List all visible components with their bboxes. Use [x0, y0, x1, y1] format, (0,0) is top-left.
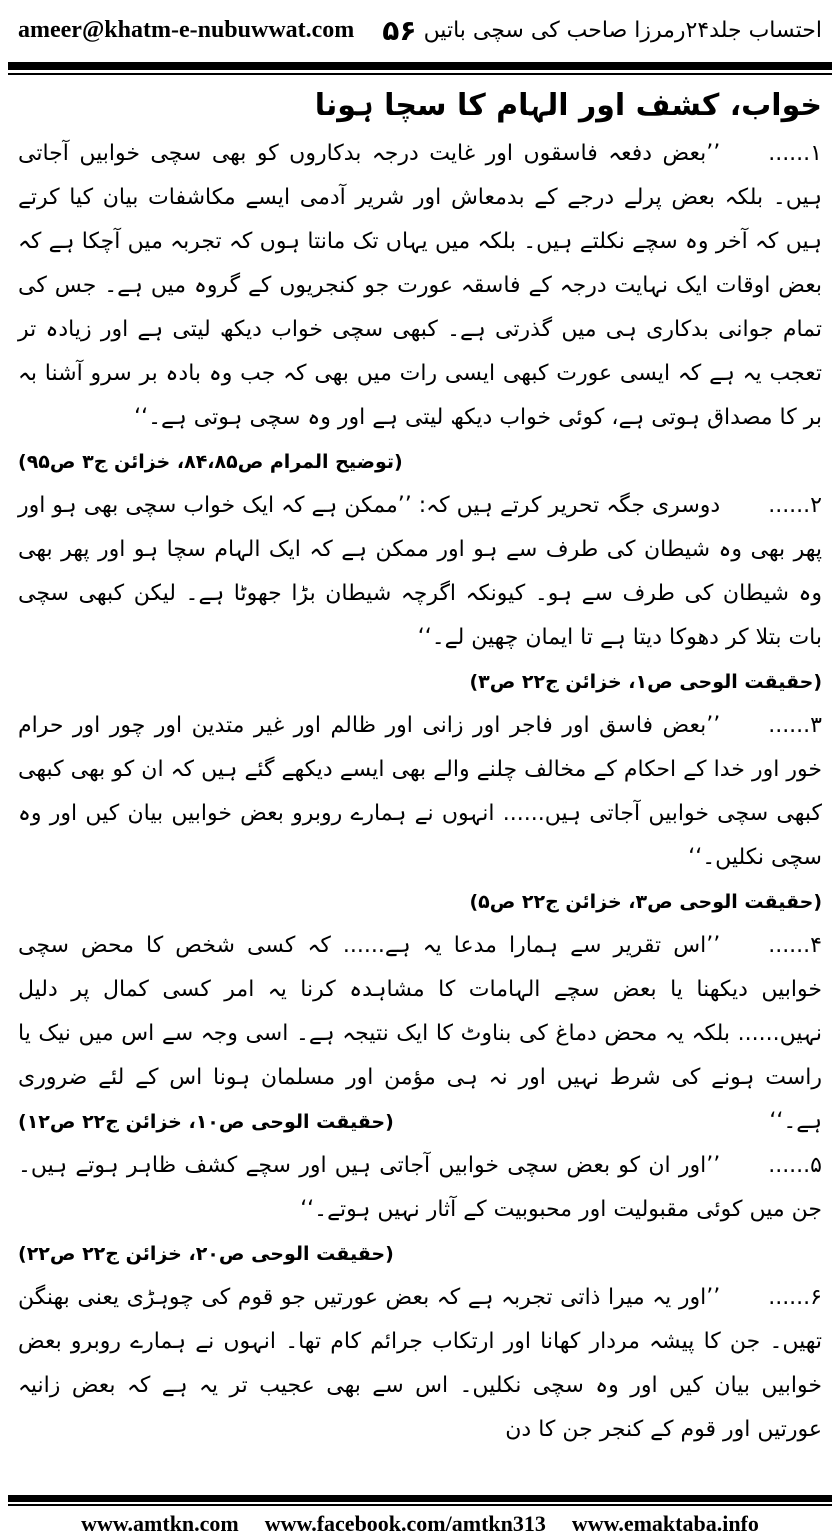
item-reference: (توضیح المرام ص۸۴،۸۵، خزائن ج۳ ص۹۵)	[18, 451, 403, 473]
item-number: ۱......	[768, 141, 822, 166]
quote-item-3	[18, 704, 822, 880]
item-number: ۶......	[768, 1285, 822, 1310]
item-text: دوسری جگہ تحریر کرتے ہیں کہ: ’’ممکن ہے کہ ایک خواب سچی بھی ہو اور پھر بھی وہ شیطان کی طرف سے ہو اور ممکن ہے کہ ایک الہام سچا ہو اور پھر بھی وہ شیطان کی طرف سے ہو۔ کیونکہ اگرچہ شیطان بڑا جھوٹا ہے۔ لیکن کبھی سچی بات بتلا کر دھوکا دیتا ہے تا ایمان چھین لے۔‘‘	[18, 493, 822, 650]
item-number: ۲......	[768, 493, 822, 518]
footer-link-amtkn[interactable]: www.amtkn.com	[81, 1511, 239, 1536]
quote-item-2	[18, 484, 822, 660]
quote-item-5	[18, 1144, 822, 1265]
item-number: ۴......	[768, 933, 822, 958]
item-reference: (حقیقت الوحی ص۲۰، خزائن ج۲۲ ص۲۲)	[18, 1243, 394, 1265]
page-number: ۵۶	[382, 13, 417, 47]
page-body	[18, 80, 822, 1452]
item-text: ’’اس تقریر سے ہمارا مدعا یہ ہے...... کہ کسی شخص کا محض سچی خوابیں دیکھنا یا بعض سچے الہامات کا مشاہدہ کرنا یہ امر کسی کمال پر دلیل نہیں...... بلکہ یہ محض دماغ کی بناوٹ کا ایک نتیجہ ہے۔ اسی وجہ سے اس میں نیک یا راست ہونے کی شرط نہیں اور نہ ہی مؤمن اور مسلمان ہونا اس کے لئے ضروری ہے۔‘‘	[18, 933, 822, 1134]
header-rule-thin	[8, 73, 832, 75]
footer-rule-thin	[8, 1504, 832, 1506]
item-reference: (حقیقت الوحی ص۱، خزائن ج۲۲ ص۳)	[469, 671, 822, 693]
footer-link-facebook[interactable]: www.facebook.com/amtkn313	[264, 1511, 546, 1536]
item-reference: (حقیقت الوحی ص۱۰، خزائن ج۲۲ ص۱۲)	[18, 1111, 394, 1133]
quote-item-6	[18, 1276, 822, 1452]
header-email: ameer@khatm-e-nubuwwat.com	[18, 16, 355, 43]
running-title: احتساب جلد۲۴رمرزا صاحب کی سچی باتیں	[423, 17, 822, 43]
header-rule-thick	[8, 62, 832, 70]
page-footer	[0, 1508, 840, 1540]
item-text: ’’بعض دفعہ فاسقوں اور غایت درجہ بدکاروں کو بھی سچی خوابیں آجاتی ہیں۔ بلکہ بعض پرلے درجے کے بدمعاش اور شریر آدمی ایسے مکاشفات بیان کیا کرتے ہیں کہ آخر وہ سچے نکلتے ہیں۔ بلکہ میں یہاں تک مانتا ہوں کہ تجربہ میں آچکا ہے کہ بعض اوقات ایک نہایت درجہ کے فاسقہ عورت جو کنجریوں کے گروہ میں ہے۔ جس کی تمام جوانی بدکاری ہی میں گذرتی ہے۔ کبھی سچی خواب دیکھ لیتی ہے اور زیادہ تر تعجب یہ ہے کہ ایسی عورت کبھی ایسی رات میں بھی کہ جب وہ بادہ بر سرو آشنا بہ بر کا مصداق ہوتی ہے، کوئی خواب دیکھ لیتی ہے اور وہ سچی ہوتی ہے۔‘‘	[18, 141, 822, 430]
item-number: ۳......	[768, 713, 822, 738]
item-text: ’’اور ان کو بعض سچی خوابیں آجاتی ہیں اور سچے کشف ظاہر ہوتے ہیں۔ جن میں کوئی مقبولیت اور محبوبیت کے آثار نہیں ہوتے۔‘‘	[18, 1153, 822, 1222]
quote-item-1	[18, 132, 822, 473]
page-header	[0, 0, 840, 60]
item-number: ۵......	[768, 1153, 822, 1178]
quote-item-4	[18, 924, 822, 1144]
section-title: خواب، کشف اور الہام کا سچا ہونا	[314, 88, 822, 123]
item-reference: (حقیقت الوحی ص۳، خزائن ج۲۲ ص۵)	[469, 891, 822, 913]
footer-rule-thick	[8, 1495, 832, 1502]
item-text: ’’بعض فاسق اور فاجر اور زانی اور ظالم اور غیر متدین اور چور اور حرام خور اور خدا کے احکام کے مخالف چلنے والے بھی ایسے دیکھے گئے ہیں کہ ان کو بھی کبھی کبھی سچی خوابیں آجاتی ہیں...... انہوں نے ہمارے روبرو بعض خوابیں بیان کیں اور وہ سچی نکلیں۔‘‘	[18, 713, 822, 870]
item-text: ’’اور یہ میرا ذاتی تجربہ ہے کہ بعض عورتیں جو قوم کی چوہڑی یعنی بھنگن تھیں۔ جن کا پیشہ مردار کھانا اور ارتکاب جرائم کام تھا۔ انہوں نے ہمارے روبرو بعض خوابیں بیان کیں اور وہ سچی نکلیں۔ اس سے بھی عجیب تر یہ ہے کہ بعض زانیہ عورتیں اور قوم کے کنجر جن کا دن	[18, 1285, 822, 1442]
footer-link-emaktaba[interactable]: www.emaktaba.info	[571, 1511, 759, 1536]
